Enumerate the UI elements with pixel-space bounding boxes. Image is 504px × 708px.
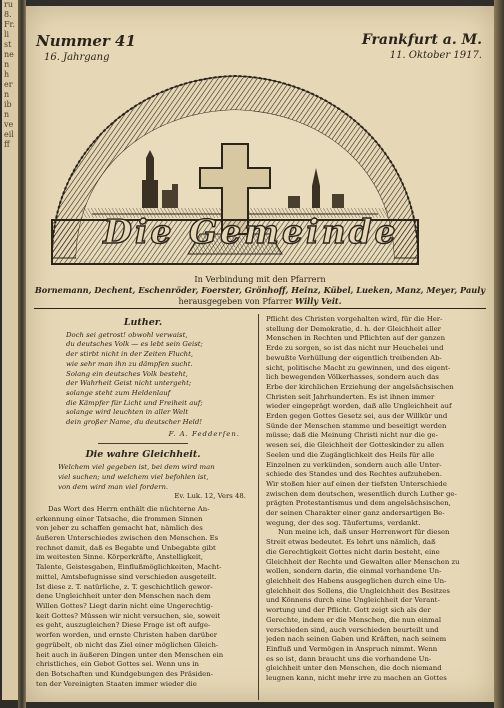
poem-author: F. A. Fedderſen. (168, 429, 240, 438)
article-line: äußeren Unterschiedes zwischen den Menschen. Es (36, 534, 219, 543)
article-line: heit auch in äußeren Dingen unter den Menschen ein (36, 650, 224, 659)
poem-line: der Wahrheit Geist nicht untergeht; (66, 379, 192, 388)
editor-prefix: herausgegeben von Pfarrer (178, 296, 293, 306)
article-line: Einfluß und Vermögen in Anspruch nimmt. Wenn (266, 644, 438, 653)
adjacent-page-fragment: ru (4, 0, 13, 9)
article-line: Talente, Geistesgaben, Einflußmöglichkeiten, Macht- (36, 563, 222, 572)
adjacent-page-fragment: n (4, 90, 10, 99)
masthead-title: Die Gemeinde (103, 212, 399, 251)
volume-number: 16. Jahrgang (44, 52, 110, 63)
section-divider (98, 443, 188, 444)
article-line: es so ist, dann braucht uns die vorhandene Un- (266, 654, 432, 663)
article-line: gleichheit unter den Menschen, die doch niemand (266, 664, 442, 673)
motto-line: Welchem viel gegeben ist, bei dem wird man (58, 463, 215, 472)
article-line: wollen, sondern darin, die einmal vorhandene Un- (266, 567, 442, 576)
article-line: Christen seit Jahrhunderten. Es ist ihnen immer (266, 392, 435, 401)
motto-line: viel suchen; und welchem viel befohlen ist, (58, 472, 209, 481)
adjacent-page-fragment: n (4, 110, 10, 119)
article-line: sicht, politische Macht zu gewinnen, und des eigent- (266, 363, 451, 372)
poem-line: solange steht zum Heldenlauf (66, 388, 171, 397)
article-line: christliches, ein Gebot Gottes sei. Wenn uns in (36, 660, 199, 669)
article-line: Nun meine ich, daß unser Herrenwort für diesen (278, 528, 450, 537)
article-motto (58, 463, 250, 492)
article-line: lich bewegenden Völkerhasses, sondern auch das (266, 373, 439, 382)
article-line: von jeher zu schaffen gemacht hat, nämlich des (36, 524, 203, 533)
city: Frankfurt a. M. (361, 32, 482, 48)
article-line: es geht, auszugleichen? Diese Frage ist oft aufge- (36, 621, 211, 630)
article-line: Wir stoßen hier auf einen der tiefsten Unterschiede (266, 479, 447, 488)
article-line: worfen worden, und ernste Christen haben darüber (36, 631, 218, 640)
article-line: Streit etwas bedeutet. Es lehrt uns nämlich, daß (266, 538, 436, 547)
adjacent-page-fragment: Fr. (4, 20, 16, 29)
article-line: wegung, der des sog. Täufertums, verdankt. (266, 518, 421, 527)
article-line: Gleichheit der Rechte und Gewalten aller Menschen zu (266, 557, 460, 566)
article-line: wieder eingeprägt worden, daß alle Ungleichheit auf (266, 402, 452, 411)
poem-line: wie sehr man ihn zu dämpfen sucht. (66, 359, 193, 368)
adjacent-page-fragment: st (4, 40, 12, 49)
article-line: gleichheit des Habens ausgeglichen durch eine Un- (266, 576, 447, 585)
motto-line: von dem wird man viel fordern. (58, 482, 169, 491)
article-line: erkennung einer Tatsache, die frommen Sinnen (36, 514, 203, 523)
article-line: verschieden sind, auch verschieden beurteilt und (266, 625, 439, 634)
article-line: Erden gegen Gottes Gesetz sei, aus der Willkür und (266, 412, 448, 421)
page-stack-edge (494, 0, 504, 708)
article-line: prägten Protestantismus und dem angelsächsischen, (266, 499, 451, 508)
adjacent-page-fragment: er (4, 80, 13, 89)
article-line: zwischen dem deutschen, wesentlich durch Luther ge- (266, 489, 457, 498)
article-line: Ist diese z. T. natürliche, z. T. geschichtlich gewor- (36, 582, 213, 591)
adjacent-page-fragment: ib (4, 100, 12, 109)
place-date (362, 32, 482, 61)
article-line: bewußte Verhüllung der eigentlich treibenden Ab- (266, 353, 442, 362)
article-line: wortung und der Pflicht. Gott zeigt sich als der (266, 606, 431, 615)
poem-line: Doch sei getrost! obwohl verwaist, (66, 330, 188, 339)
adjacent-page-fragment: ve (4, 120, 14, 129)
article-line: stellung der Demokratie, d. h. der Gleichheit aller (266, 324, 441, 333)
pastor-list: Bornemann, Dechent, Eschenröder, Foerster, Grönhoff, Heinz, Kübel, Lueken, Manz, Meyer, Pauly (34, 285, 486, 295)
article-line: müsse; daß die Meinung Christi nicht nur die ge- (266, 431, 438, 440)
issue-date: 11. Oktober 1917. (389, 50, 482, 61)
article-line: Menschen in Rechten und Pflichten auf der ganzen (266, 334, 446, 343)
article-line: den Botschaften und Kundgebungen des Präsiden- (36, 669, 213, 678)
article-line: und Könnens durch eine Ungleichheit der Verant- (266, 596, 440, 605)
poem-line: die Kämpfer für Licht und Freiheit auf; (66, 398, 203, 407)
poem-title: Luther. (123, 317, 163, 328)
poem-line: du deutsches Volk — es lebt sein Geist; (66, 340, 203, 349)
article-line: Gerechte, indem er die Menschen, die nun einmal (266, 615, 442, 624)
issue-number: Nummer 41 (36, 32, 136, 50)
adjacent-page-edge (2, 0, 19, 700)
article-line: dene Ungleichheit unter den Menschen nach dem (36, 592, 211, 601)
adjacent-page-fragment: eil (4, 130, 14, 139)
article-line: ten der Vereinigten Staaten immer wieder die (36, 679, 197, 688)
adjacent-page-fragment: ff (4, 140, 10, 149)
editor-name: Willy Veit. (295, 296, 342, 306)
poem-line: dein großer Name, du deutscher Held! (66, 418, 203, 427)
adjacent-page-fragment: li (4, 30, 10, 39)
article-line: Erbe der kirchlichen Erziehung der angelsächsischen (266, 382, 454, 391)
poem-line: der stirbt nicht in der Zeiten Flucht, (66, 350, 194, 359)
article-line: keit Gottes? Müssen wir nicht versuchen, sie, soweit (36, 611, 221, 620)
header-rule (34, 308, 486, 309)
adjacent-page-fragment: n (4, 60, 10, 69)
article-line: die Gerechtigkeit Gottes nicht darin besteht, eine (266, 547, 440, 556)
newspaper-page (26, 6, 494, 702)
article-line: schiede des Standes und des Rechtes aufzuheben. (266, 470, 442, 479)
article-line: mittel, Amtsbefugnisse sind verschieden ausgeteilt. (36, 572, 217, 581)
poem-verses (66, 331, 250, 428)
article-line: Das Wort des Herrn enthält die nüchterne An- (48, 504, 210, 513)
column-divider (258, 314, 259, 700)
article-line: gegrübelt, ob nicht das Ziel einer möglichen Gleich- (36, 640, 219, 649)
motto-source: Ev. Luk. 12, Vers 48. (174, 492, 246, 501)
article-line: jeden nach seinen Gaben und Kräften, nach seinem (266, 635, 447, 644)
article-body-left (36, 505, 250, 689)
editorial-credits (26, 274, 494, 307)
article-line: leugnen kann, nicht mehr irre zu machen an Gottes (266, 674, 447, 683)
article-title: Die wahre Gleichheit. (85, 449, 201, 461)
article-line: rechnet damit, daß es Begabte und Unbegabte gibt (36, 543, 216, 552)
book-spine (18, 0, 26, 708)
article-line: Willen Gottes? Liegt darin nicht eine Ungerechtig- (36, 601, 213, 610)
adjacent-page-fragment: ne (4, 50, 14, 59)
left-column (36, 318, 250, 689)
poem-line: Solang ein deutsches Volk besteht, (66, 369, 188, 378)
article-line: Seelen und die Zugänglichkeit des Heils für alle (266, 450, 435, 459)
article-line: der seinen Charakter einer ganz andersartigen Be- (266, 509, 445, 518)
adjacent-page-fragment: h (4, 70, 10, 79)
credits-intro: In Verbindung mit den Pfarrern (194, 274, 326, 284)
article-body-right (266, 315, 484, 684)
article-line: im weitesten Sinne. Körperkräfte, Anstelligkeit, (36, 553, 204, 562)
poem-line: solange wird leuchten in aller Welt (66, 408, 189, 417)
article-line: Einzelnen zu verkünden, sondern auch alle Unter- (266, 460, 442, 469)
article-line: Erde zu sorgen, so ist das nicht nur Heuchelei und (266, 344, 444, 353)
article-line: Sünde der Menschen stamme und beseitigt werden (266, 421, 447, 430)
article-line: Pflicht des Christen vorgehalten wird, für die Her- (266, 315, 443, 323)
article-line: wesen sei, die Gleichheit der Gotteskinder zu allen (266, 441, 445, 450)
editor-line (26, 296, 494, 307)
article-line: gleichheit des Sollens, die Ungleichheit des Besitzes (266, 586, 450, 595)
adjacent-page-fragment: 8. (4, 10, 12, 19)
